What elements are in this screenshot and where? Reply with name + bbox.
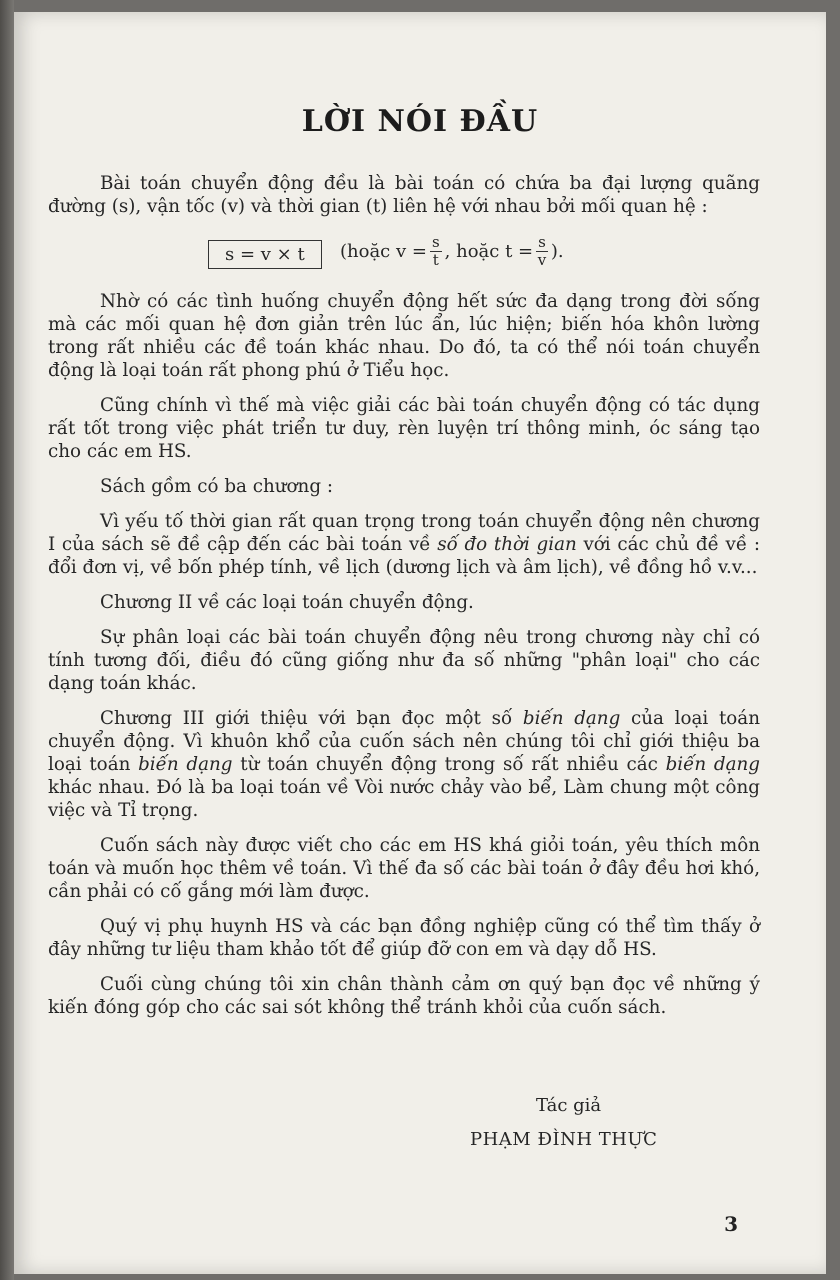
text-run: với các chủ đề về : đổi đơn vị, về bốn phép tính, về lịch (dương lịch và âm lịch), về đồng hồ v.v... xyxy=(48,534,760,578)
fraction-denominator: t xyxy=(432,251,439,269)
fraction-denominator: v xyxy=(537,251,547,269)
emphasis-text: biến dạng xyxy=(665,754,760,775)
emphasis-text: biến dạng xyxy=(138,754,233,775)
fraction-s-over-v xyxy=(536,234,548,269)
fraction-numerator: s xyxy=(538,233,546,251)
paragraph-6: Chương II về các loại toán chuyển động. xyxy=(100,592,474,613)
emphasis-text: số đo thời gian xyxy=(437,534,577,555)
paragraph-11: Cuối cùng chúng tôi xin chân thành cảm ơn quý bạn đọc về những ý kiến đóng góp cho các sai sót không thể tránh khỏi của cuốn sách. xyxy=(48,974,760,1018)
page-title: LỜI NÓI ĐẦU xyxy=(301,104,539,139)
page-edge-shadow xyxy=(0,0,14,1280)
formula-row xyxy=(48,230,760,280)
text-run: của loại toán chuyển động. Vì khuôn khổ của cuốn sách nên chúng tôi chỉ giới thiệu ba loại toán xyxy=(48,708,760,775)
fraction-numerator: s xyxy=(431,233,440,251)
paragraph-8 xyxy=(48,707,760,822)
fraction-s-over-t xyxy=(430,234,442,269)
paragraph-10: Quý vị phụ huynh HS và các bạn đồng nghiệp cũng có thể tìm thấy ở đây những tư liệu tham khảo tốt để giúp đỡ con em và dạy dỗ HS. xyxy=(48,916,760,960)
paragraph-7: Sự phân loại các bài toán chuyển động nêu trong chương này chỉ có tính tương đối, điều đó cũng giống như đa số những "phân loại" cho các dạng toán khác. xyxy=(48,627,760,694)
paragraph-5 xyxy=(48,510,760,579)
book-page xyxy=(14,12,826,1274)
paragraph-3: Cũng chính vì thế mà việc giải các bài toán chuyển động có tác dụng rất tốt trong việc phát triển tư duy, rèn luyện trí thông minh, óc sáng tạo cho các em HS. xyxy=(48,395,760,462)
text-run: từ toán chuyển động trong số rất nhiều các xyxy=(232,754,666,775)
author-name: PHẠM ĐÌNH THỰC xyxy=(470,1129,658,1150)
paragraph-4: Sách gồm có ba chương : xyxy=(100,476,333,497)
formula-open: (hoặc v = xyxy=(340,241,427,262)
emphasis-text: biến dạng xyxy=(522,708,621,729)
formula-alternatives xyxy=(340,234,564,269)
body-text xyxy=(48,172,760,1031)
paragraph-9: Cuốn sách này được viết cho các em HS khá giỏi toán, yêu thích môn toán và muốn học thêm về toán. Vì thế đa số các bài toán ở đây đều hơi khó, cần phải có cố gắng mới làm được. xyxy=(48,835,760,902)
formula-box: s = v × t xyxy=(208,240,322,269)
paragraph-1: Bài toán chuyển động đều là bài toán có chứa ba đại lượng quãng đường (s), vận tốc (v) và thời gian (t) liên hệ với nhau bởi mối quan hệ : xyxy=(48,173,760,217)
formula-close: ). xyxy=(550,241,564,262)
formula-mid: , hoặc t = xyxy=(444,241,534,262)
text-run: Vì yếu tố thời gian rất quan trọng trong toán chuyển động nên chương I của sách sẽ đề cập đến các bài toán về xyxy=(48,511,760,555)
page-number: 3 xyxy=(724,1212,738,1236)
text-run: Chương III giới thiệu với bạn đọc một số xyxy=(100,708,523,729)
author-label: Tác giả xyxy=(536,1095,602,1116)
text-run: khác nhau. Đó là ba loại toán về Vòi nước chảy vào bể, Làm chung một công việc và Tỉ trọng. xyxy=(48,777,760,821)
paragraph-2: Nhờ có các tình huống chuyển động hết sức đa dạng trong đời sống mà các mối quan hệ đơn giản trên lúc ẩn, lúc hiện; biến hóa khôn lường trong rất nhiều các đề toán khác nhau. Do đó, ta có thể nói toán chuyển động là loại toán rất phong phú ở Tiểu học. xyxy=(48,291,760,381)
